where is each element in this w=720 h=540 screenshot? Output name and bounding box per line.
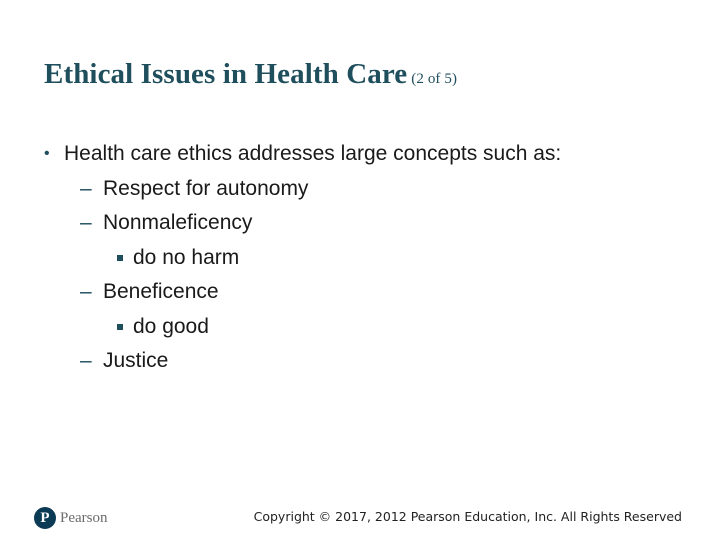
sub-bullet-text: Beneficence bbox=[103, 280, 219, 303]
bullet-marker: • bbox=[44, 145, 50, 162]
dash-marker: – bbox=[80, 349, 92, 372]
dash-marker: – bbox=[80, 176, 92, 200]
dash-marker: – bbox=[80, 211, 92, 234]
slide-title-text: Ethical Issues in Health Care bbox=[44, 58, 408, 90]
pearson-logo-wordmark: Pearson bbox=[60, 509, 108, 526]
slide-title-suffix: (2 of 5) bbox=[411, 71, 458, 87]
square-bullet-icon bbox=[117, 255, 123, 261]
sub-bullet-text: Nonmaleficency bbox=[103, 211, 253, 234]
sub-sub-bullet-text: do no harm bbox=[133, 245, 240, 269]
pearson-logo-icon: P bbox=[34, 507, 56, 529]
dash-marker: – bbox=[80, 280, 92, 303]
pearson-logo bbox=[34, 505, 108, 531]
sub-bullet-text: Justice bbox=[103, 349, 169, 372]
slide-title bbox=[44, 58, 457, 91]
bullet-text: Health care ethics addresses large concepts such as: bbox=[64, 142, 562, 165]
sub-sub-bullet-text: do good bbox=[133, 314, 209, 338]
square-bullet-icon bbox=[117, 324, 123, 330]
sub-bullet-text: Respect for autonomy bbox=[103, 176, 309, 200]
copyright-notice: Copyright © 2017, 2012 Pearson Education, Inc. All Rights Reserved bbox=[253, 509, 682, 524]
